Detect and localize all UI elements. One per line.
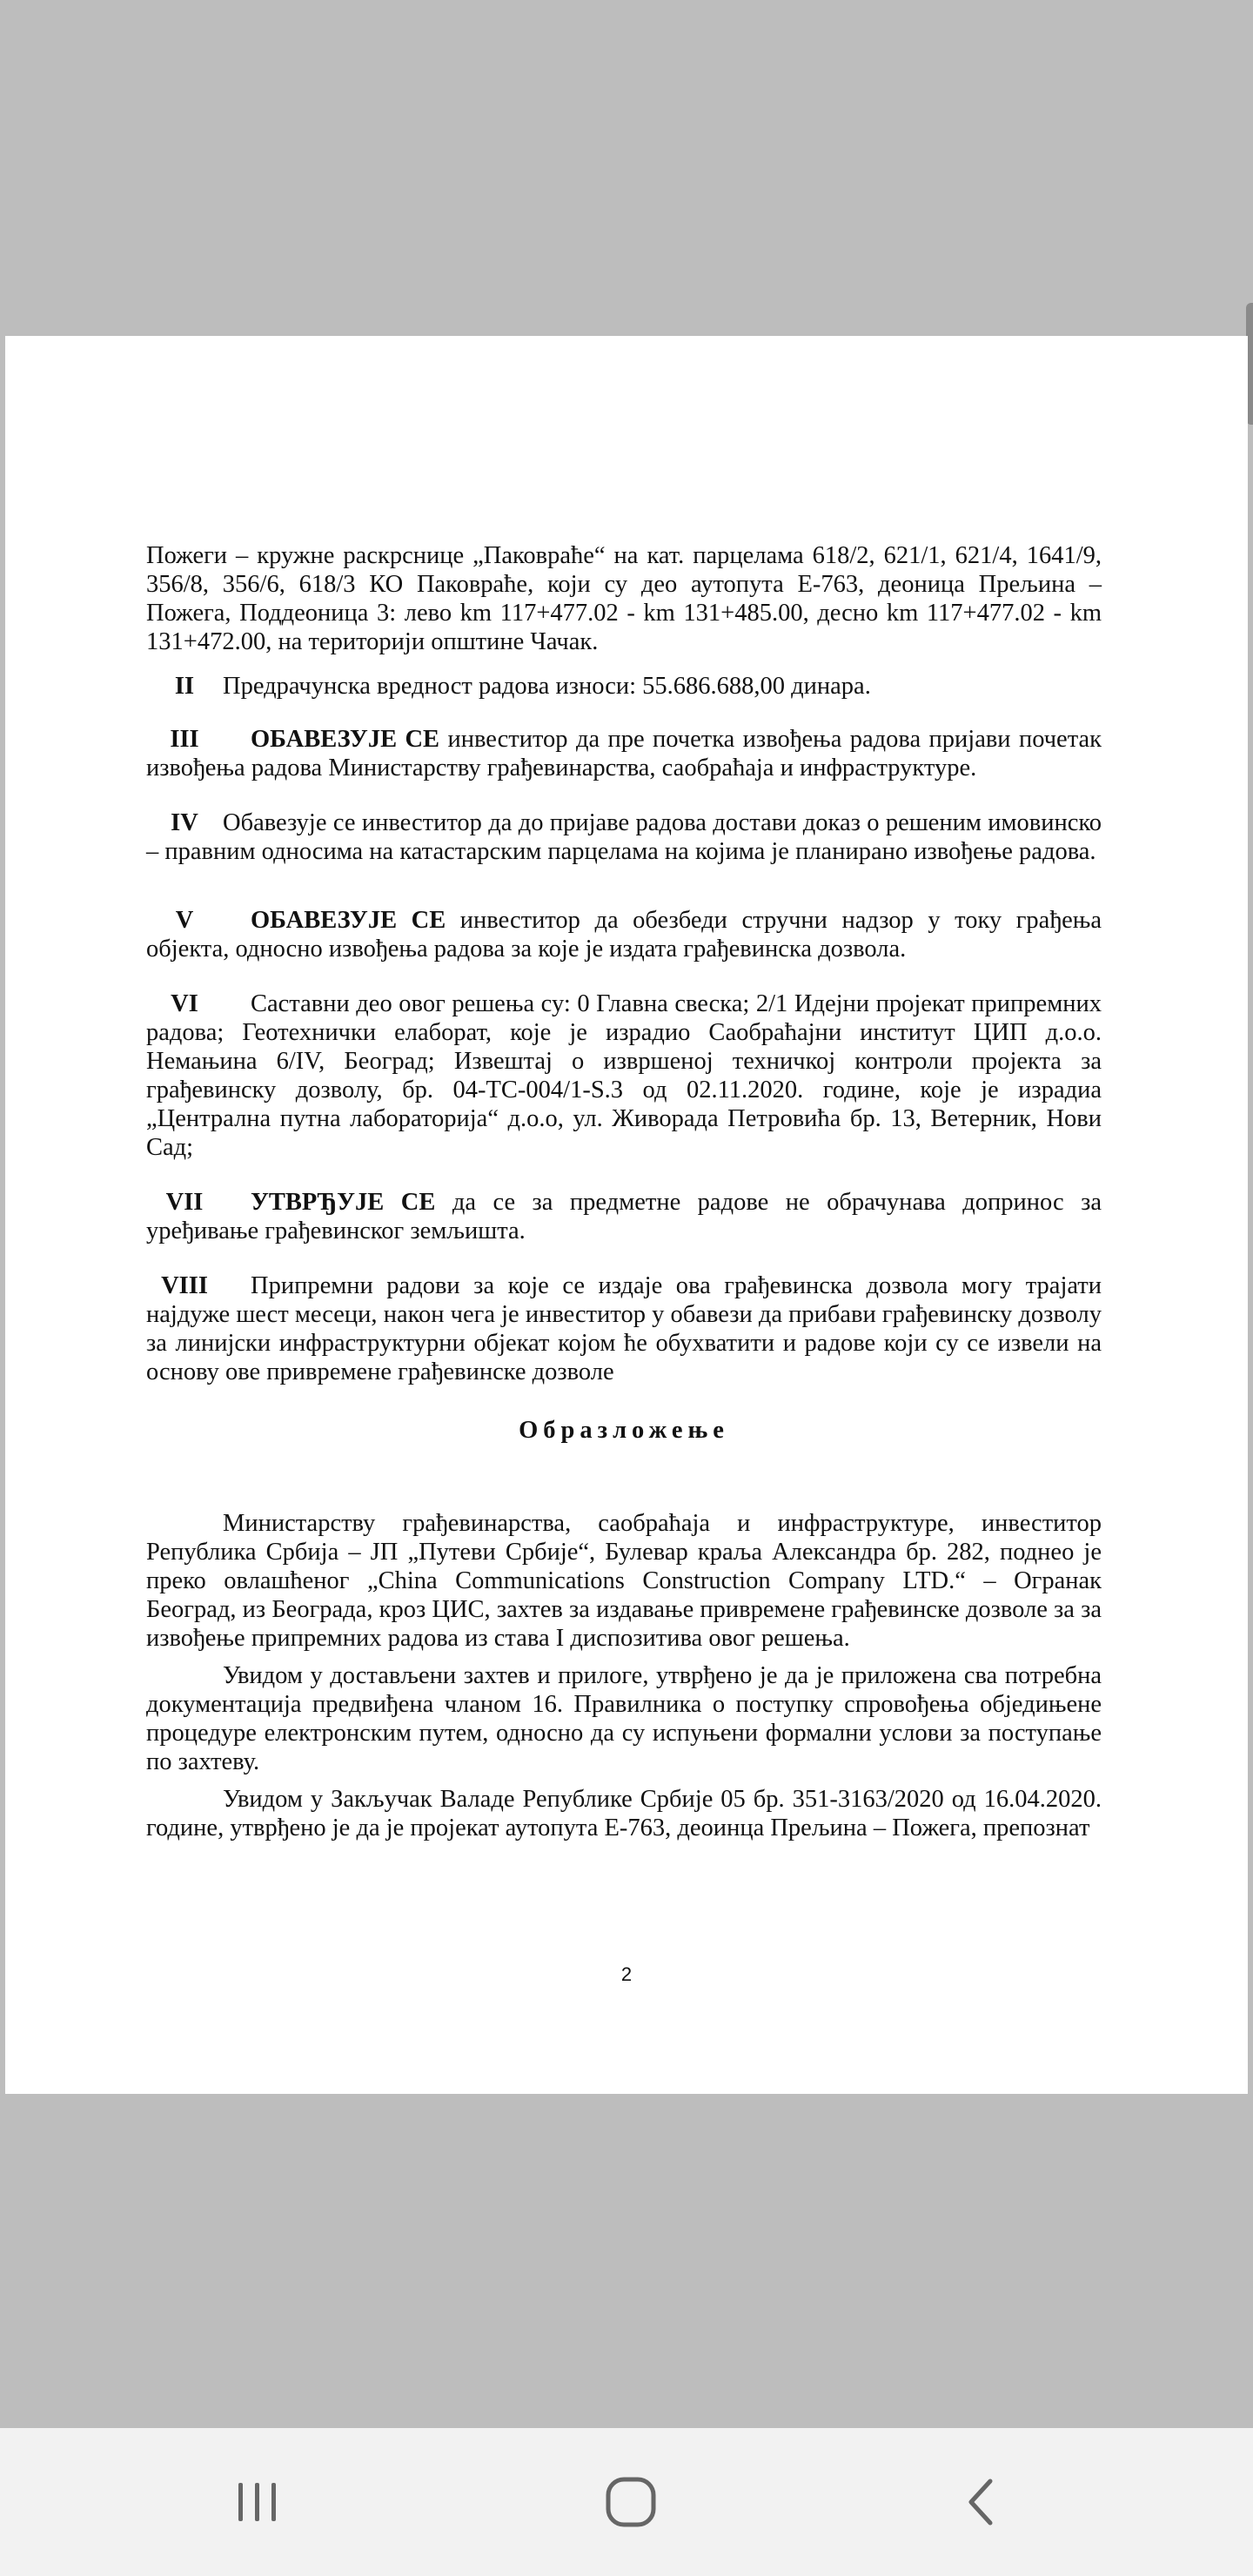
item-vi: [146, 989, 1102, 1162]
reasoning-paragraph: Министарству грађевинарства, саобраћаја и инфраструктуре, инвеститор Република Србија – ЈП „Путеви Србије“, Булевар краља Александра бр. 282, поднео је преко овлашћеног „China Communications Construction Company LTD.“ – Огранак Београд, из Београда, кроз ЦИС, захтев за издавање привремене грађевинске дозволе за за извођење припремних радова из става I диспозитива овог решења.: [146, 1510, 1102, 1652]
item-lead: ОБАВЕЗУЈЕ СЕ: [251, 726, 440, 753]
item-body: Саставни део овог решења су: 0 Главна свеска; 2/1 Идејни пројекат припремних радова; Геотехнички елаборат, које је израдио Саобраћајни институт ЦИП д.о.о. Немањина 6/IV, Београд; Извештај о извршеној техничкој контроли пројекта за грађевинску дозволу, бр. 04-ТС-004/1-S.3 од 02.11.2020. године, које је израдиа „Централна путна лабораторија“ д.о.о, ул. Живорада Петровића бр. 13, Ветерник, Нови Сад;: [146, 990, 1102, 1161]
intro-paragraph: Пожеги – кружне раскрснице „Паковраће“ на кат. парцелама 618/2, 621/1, 621/4, 1641/9, 356/8, 356/6, 618/3 КО Паковраће, који су део аутопута Е-763, деоница Прељина – Пожега, Поддеоница 3: лево km 117+477.02 - km 131+485.00, десно km 117+477.02 - km 131+472.00, на територији општине Чачак.: [146, 542, 1102, 655]
item-body: инвеститор да пре почетка извођења радова пријави почетак извођења радова Министарству грађевинарства, саобраћаја и инфраструктуре.: [146, 726, 1102, 782]
item-body: инвеститор да обезбеди стручни надзор у току грађења објекта, односно извођења радова за које је издата грађевинска дозвола.: [146, 907, 1102, 963]
item-number: II: [174, 673, 195, 700]
item-number: IV: [171, 809, 198, 836]
document-page: [5, 336, 1248, 2094]
item-text: [146, 906, 1102, 963]
item-body: да се за предметне радове не обрачунава допринос за уређивање грађевинског земљишта.: [146, 1189, 1102, 1244]
page-number: 2: [620, 1963, 633, 1985]
section-heading: Образложење: [519, 1417, 729, 1444]
item-body: Предрачунска вредност радова износи: 55.686.688,00 динара.: [223, 673, 871, 700]
recent-apps-icon: [231, 2476, 284, 2528]
home-icon: [603, 2474, 659, 2530]
item-text: [146, 725, 1102, 782]
item-text: [223, 672, 1102, 701]
recent-apps-button[interactable]: [197, 2459, 318, 2546]
item-text: [146, 989, 1102, 1162]
reasoning-paragraph: Увидом у достављени захтев и прилоге, утврђено је да је приложена сва потребна документација предвиђена чланом 16. Правилника о поступку спровођења обједињене процедуре електронским путем, односно да су испуњени формални услови за поступање по захтеву.: [146, 1662, 1102, 1775]
back-icon: [955, 2476, 1008, 2528]
item-number: VII: [165, 1189, 204, 1216]
item-number: III: [170, 726, 199, 753]
reasoning-paragraph: Увидом у Закључак Валаде Републике Србије 05 бр. 351-3163/2020 од 16.04.2020. године, утврђено је да је пројекат аутопута Е-763, деоинца Прељина – Пожега, препознат: [146, 1786, 1102, 1841]
item-number: V: [175, 907, 194, 934]
back-button[interactable]: [921, 2459, 1042, 2546]
item-number: VI: [171, 990, 198, 1017]
item-text: [146, 808, 1102, 866]
item-lead: УТВРЂУЈЕ СЕ: [251, 1189, 436, 1216]
system-navigation-bar: [0, 2428, 1253, 2576]
item-vii: [146, 1188, 1102, 1245]
item-iii: [146, 725, 1102, 782]
item-viii: [146, 1271, 1102, 1386]
item-iv: [146, 808, 1102, 866]
item-text: [146, 1271, 1102, 1386]
item-text: [146, 1188, 1102, 1245]
home-button[interactable]: [570, 2459, 692, 2546]
item-ii: [146, 672, 1102, 701]
item-body: Обавезује се инвеститор да до пријаве радова достави доказ о решеним имовинско – правним односима на катастарским парцелама на којима је планирано извођење радова.: [146, 809, 1102, 865]
item-lead: ОБАВЕЗУЈЕ СЕ: [251, 907, 446, 934]
item-v: [146, 906, 1102, 963]
page-content: [146, 541, 1102, 1842]
item-number: VIII: [161, 1272, 208, 1299]
item-body: Припремни радови за које се издаје ова грађевинска дозвола могу трајати најдуже шест месеци, након чега је инвеститор у обавези да прибави грађевинску дозволу за линијски инфраструктурни објекат којом ће обухватити и радове који су се извели на основу ове привремене грађевинске дозволе: [146, 1272, 1102, 1385]
